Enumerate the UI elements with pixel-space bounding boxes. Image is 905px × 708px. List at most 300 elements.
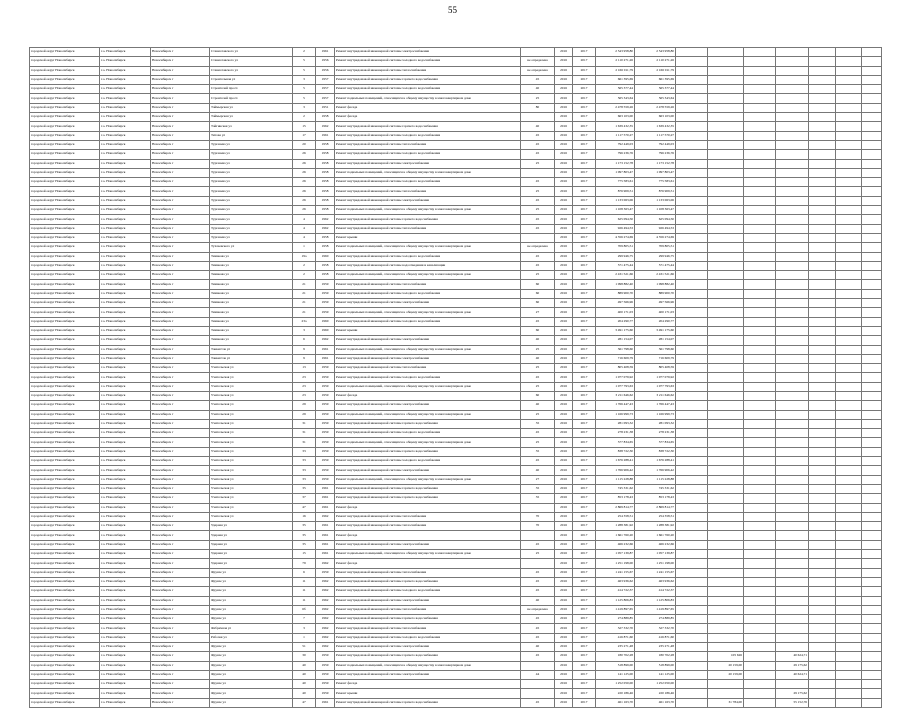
cell-extra-a: [809, 289, 836, 298]
cell-extra-b: [836, 447, 862, 456]
cell-street: Танкистов ул: [210, 354, 293, 363]
cell-municipality: городской округ Новосибирск: [30, 633, 100, 642]
cell-work-type: Ремонт внутридомовой инженерной системы теплоснабжения: [335, 364, 521, 373]
cell-build-year: 1960: [316, 326, 335, 335]
table-row: [30, 233, 882, 242]
cell-fund-regional: [708, 299, 744, 308]
cell-fund-regional: [708, 624, 744, 633]
table-row: [30, 336, 882, 345]
cell-fund-regional: [708, 113, 744, 122]
cell-locality: Новосибирск г: [151, 605, 210, 614]
cell-extra-b: [836, 206, 862, 215]
cell-plan-end: 2017: [573, 577, 596, 586]
cell-service-life: 45: [521, 75, 555, 84]
cell-fund-local: [744, 140, 776, 149]
cell-build-year: 1959: [316, 373, 335, 382]
table-row: [30, 475, 882, 484]
cell-fund-local: [744, 410, 776, 419]
cell-fund-local: [744, 475, 776, 484]
cell-service-life: 45: [521, 633, 555, 642]
cell-locality: Новосибирск г: [151, 122, 210, 131]
cell-total-cost: 1 251 198,00: [596, 559, 635, 568]
cell-work-type: Ремонт крыши: [335, 233, 521, 242]
cell-total-cost: 876 909,51: [596, 187, 635, 196]
cell-municipality: городской округ Новосибирск: [30, 568, 100, 577]
cell-work-type: Ремонт внутридомовой инженерной системы горячего водоснабжения: [335, 122, 521, 131]
cell-fund-local: [744, 689, 776, 698]
cell-work-type: Ремонт фасада: [335, 531, 521, 540]
cell-work-type: Ремонт внутридомовой инженерной системы холодного водоснабжения: [335, 150, 521, 159]
cell-cost-part: 2 166 011,79: [635, 66, 676, 75]
cell-municipality: городской округ Новосибирск: [30, 615, 100, 624]
cell-municipality: городской округ Новосибирск: [30, 540, 100, 549]
cell-total-cost: 463 936,62: [596, 577, 635, 586]
cell-plan-start: 2016: [555, 698, 573, 707]
cell-locality: Новосибирск г: [151, 280, 210, 289]
cell-fund-local: [744, 122, 776, 131]
cell-build-year: 1958: [316, 159, 335, 168]
cell-locality: Новосибирск г: [151, 401, 210, 410]
cell-work-type: Ремонт внутридомовой инженерной системы теплоснабжения: [335, 224, 521, 233]
cell-fund-regional: [708, 289, 744, 298]
cell-plan-end: 2017: [573, 168, 596, 177]
cell-plan-end: 2017: [573, 187, 596, 196]
cell-work-type: Ремонт внутридомовой инженерной системы холодного водоснабжения: [335, 85, 521, 94]
cell-extra-c: [862, 261, 882, 270]
cell-work-type: Ремонт внутридомовой инженерной системы холодного водоснабжения: [335, 457, 521, 466]
cell-fund-owners: [776, 196, 809, 205]
cell-district: г.о. Новосибирск: [100, 391, 151, 400]
cell-plan-end: 2017: [573, 410, 596, 419]
cell-extra-c: [862, 633, 882, 642]
cell-municipality: городской округ Новосибирск: [30, 196, 100, 205]
cell-locality: Новосибирск г: [151, 373, 210, 382]
cell-extra-c: [862, 66, 882, 75]
cell-district: г.о. Новосибирск: [100, 503, 151, 512]
cell-fund-federal: [676, 698, 708, 707]
cell-extra-c: [862, 233, 882, 242]
cell-locality: Новосибирск г: [151, 224, 210, 233]
cell-extra-b: [836, 196, 862, 205]
cell-work-type: Ремонт крыши: [335, 326, 521, 335]
cell-work-type: Ремонт подвальных помещений, относящихся к общему имуществу в многоквартирном доме: [335, 661, 521, 670]
cell-fund-federal: [676, 317, 708, 326]
cell-locality: Новосибирск г: [151, 252, 210, 261]
table-row: [30, 447, 882, 456]
cell-fund-federal: [676, 243, 708, 252]
cell-street: Ударная ул: [210, 522, 293, 531]
cell-house-number: 4: [293, 215, 316, 224]
cell-service-life: [521, 168, 555, 177]
cell-extra-c: [862, 689, 882, 698]
cell-municipality: городской округ Новосибирск: [30, 494, 100, 503]
cell-house-number: 6: [293, 568, 316, 577]
cell-total-cost: 1 676 288,41: [596, 457, 635, 466]
cell-extra-c: [862, 466, 882, 475]
cell-extra-a: [809, 512, 836, 521]
cell-service-life: 25: [521, 364, 555, 373]
cell-fund-regional: [708, 326, 744, 335]
table-row: [30, 354, 882, 363]
cell-fund-local: [744, 531, 776, 540]
cell-locality: Новосибирск г: [151, 540, 210, 549]
cell-extra-c: [862, 326, 882, 335]
cell-fund-federal: [676, 531, 708, 540]
cell-fund-local: [744, 522, 776, 531]
cell-cost-part: 1 077 793,63: [635, 382, 676, 391]
cell-total-cost: 926 494,53: [596, 224, 635, 233]
cell-fund-regional: [708, 345, 744, 354]
cell-district: г.о. Новосибирск: [100, 354, 151, 363]
cell-municipality: городской округ Новосибирск: [30, 680, 100, 689]
cell-fund-federal: [676, 438, 708, 447]
cell-build-year: 1961: [316, 494, 335, 503]
cell-district: г.о. Новосибирск: [100, 633, 151, 642]
cell-plan-end: 2017: [573, 457, 596, 466]
cell-locality: Новосибирск г: [151, 243, 210, 252]
cell-plan-end: 2017: [573, 224, 596, 233]
cell-service-life: 45: [521, 373, 555, 382]
cell-build-year: 1962: [316, 122, 335, 131]
table-row: [30, 410, 882, 419]
cell-extra-a: [809, 429, 836, 438]
cell-extra-c: [862, 354, 882, 363]
cell-fund-local: [744, 457, 776, 466]
cell-plan-end: 2017: [573, 670, 596, 679]
cell-fund-federal: [676, 336, 708, 345]
cell-plan-end: 2017: [573, 680, 596, 689]
cell-extra-c: [862, 187, 882, 196]
cell-extra-c: [862, 624, 882, 633]
cell-fund-regional: [708, 75, 744, 84]
cell-fund-local: [744, 326, 776, 335]
cell-service-life: 40: [521, 122, 555, 131]
cell-service-life: 25: [521, 94, 555, 103]
cell-service-life: не определена: [521, 605, 555, 614]
cell-fund-regional: [708, 159, 744, 168]
cell-plan-start: 2016: [555, 103, 573, 112]
cell-fund-regional: [708, 466, 744, 475]
cell-house-number: 23а: [293, 317, 316, 326]
cell-build-year: 1958: [316, 206, 335, 215]
cell-extra-a: [809, 391, 836, 400]
cell-extra-a: [809, 94, 836, 103]
cell-district: г.о. Новосибирск: [100, 75, 151, 84]
cell-street: Фрунзе ул: [210, 698, 293, 707]
cell-service-life: [521, 48, 555, 57]
cell-locality: Новосибирск г: [151, 187, 210, 196]
cell-fund-regional: 20 159,00: [708, 661, 744, 670]
cell-fund-owners: [776, 512, 809, 521]
cell-house-number: 21: [293, 289, 316, 298]
cell-extra-a: [809, 336, 836, 345]
cell-street: Тимакова ул: [210, 326, 293, 335]
cell-fund-federal: [676, 652, 708, 661]
cell-plan-end: 2017: [573, 391, 596, 400]
cell-cost-part: 281 154,07: [635, 336, 676, 345]
cell-fund-owners: [776, 187, 809, 196]
cell-municipality: городской округ Новосибирск: [30, 447, 100, 456]
cell-plan-end: 2017: [573, 271, 596, 280]
cell-district: г.о. Новосибирск: [100, 299, 151, 308]
cell-fund-federal: [676, 187, 708, 196]
cell-street: Учительская ул: [210, 494, 293, 503]
cell-house-number: 23: [293, 373, 316, 382]
cell-service-life: 45: [521, 252, 555, 261]
cell-extra-a: [809, 85, 836, 94]
cell-district: г.о. Новосибирск: [100, 410, 151, 419]
cell-total-cost: 565 377,44: [596, 85, 635, 94]
cell-locality: Новосибирск г: [151, 131, 210, 140]
cell-locality: Новосибирск г: [151, 75, 210, 84]
cell-extra-a: [809, 140, 836, 149]
cell-plan-start: 2016: [555, 577, 573, 586]
cell-locality: Новосибирск г: [151, 271, 210, 280]
cell-service-life: 45: [521, 317, 555, 326]
cell-locality: Новосибирск г: [151, 178, 210, 187]
cell-municipality: городской округ Новосибирск: [30, 438, 100, 447]
table-row: [30, 271, 882, 280]
cell-plan-end: 2017: [573, 689, 596, 698]
cell-cost-part: 625 094,50: [635, 215, 676, 224]
cell-house-number: 15: [293, 122, 316, 131]
cell-total-cost: 2 166 011,79: [596, 66, 635, 75]
cell-extra-c: [862, 401, 882, 410]
cell-extra-a: [809, 466, 836, 475]
cell-house-number: 26: [293, 150, 316, 159]
cell-service-life: 45: [521, 587, 555, 596]
cell-extra-b: [836, 596, 862, 605]
cell-extra-a: [809, 661, 836, 670]
cell-street: Фрунзе ул: [210, 643, 293, 652]
cell-house-number: 21: [293, 299, 316, 308]
cell-street: Строителей просп: [210, 94, 293, 103]
cell-fund-regional: [708, 633, 744, 642]
cell-extra-c: [862, 122, 882, 131]
cell-work-type: Ремонт внутридомовой инженерной системы электроснабжения: [335, 670, 521, 679]
cell-cost-part: 716 609,79: [635, 354, 676, 363]
cell-street: Тургенева ул: [210, 178, 293, 187]
cell-plan-end: 2017: [573, 373, 596, 382]
cell-cost-part: 1 098 882,40: [635, 280, 676, 289]
cell-plan-end: 2017: [573, 178, 596, 187]
cell-fund-regional: [708, 364, 744, 373]
cell-cost-part: 180 702,28: [635, 652, 676, 661]
cell-cost-part: 235 271,48: [635, 643, 676, 652]
cell-build-year: 1959: [316, 391, 335, 400]
cell-street: Учительская ул: [210, 364, 293, 373]
cell-house-number: 2: [293, 48, 316, 57]
cell-extra-c: [862, 131, 882, 140]
cell-house-number: 47: [293, 698, 316, 707]
cell-street: Фабричная ул: [210, 624, 293, 633]
cell-extra-c: [862, 531, 882, 540]
cell-municipality: городской округ Новосибирск: [30, 354, 100, 363]
cell-build-year: 1959: [316, 661, 335, 670]
cell-service-life: 45: [521, 140, 555, 149]
cell-work-type: Ремонт внутридомовой инженерной системы горячего водоснабжения: [335, 494, 521, 503]
cell-extra-c: [862, 410, 882, 419]
cell-street: Учительская ул: [210, 484, 293, 493]
cell-work-type: Ремонт внутридомовой инженерной системы горячего водоснабжения: [335, 447, 521, 456]
cell-total-cost: 2 869 814,77: [596, 503, 635, 512]
cell-plan-end: 2017: [573, 605, 596, 614]
cell-service-life: 45: [521, 624, 555, 633]
cell-plan-end: 2017: [573, 289, 596, 298]
cell-municipality: городской округ Новосибирск: [30, 643, 100, 652]
cell-district: г.о. Новосибирск: [100, 419, 151, 428]
table-row: [30, 289, 882, 298]
cell-extra-c: [862, 615, 882, 624]
cell-extra-b: [836, 661, 862, 670]
cell-fund-local: [744, 447, 776, 456]
cell-house-number: 35: [293, 531, 316, 540]
table-row: [30, 429, 882, 438]
cell-district: г.о. Новосибирск: [100, 336, 151, 345]
cell-house-number: 6б: [293, 605, 316, 614]
cell-locality: Новосибирск г: [151, 512, 210, 521]
table-row: [30, 57, 882, 66]
cell-build-year: 1962: [316, 587, 335, 596]
cell-service-life: [521, 233, 555, 242]
cell-fund-local: [744, 503, 776, 512]
cell-fund-federal: [676, 354, 708, 363]
cell-fund-federal: [676, 299, 708, 308]
cell-build-year: 1959: [316, 447, 335, 456]
cell-municipality: городской округ Новосибирск: [30, 652, 100, 661]
table-row: [30, 326, 882, 335]
cell-district: г.о. Новосибирск: [100, 587, 151, 596]
cell-work-type: Ремонт подвальных помещений, относящихся к общему имуществу в многоквартирном доме: [335, 271, 521, 280]
cell-build-year: 1962: [316, 605, 335, 614]
cell-service-life: 25: [521, 438, 555, 447]
cell-work-type: Ремонт внутридомовой инженерной системы холодного водоснабжения: [335, 587, 521, 596]
cell-extra-c: [862, 94, 882, 103]
cell-fund-local: [744, 540, 776, 549]
cell-work-type: Ремонт внутридомовой инженерной системы холодного водоснабжения: [335, 429, 521, 438]
cell-locality: Новосибирск г: [151, 494, 210, 503]
cell-fund-federal: [676, 643, 708, 652]
cell-district: г.о. Новосибирск: [100, 233, 151, 242]
cell-plan-end: 2017: [573, 447, 596, 456]
cell-cost-part: 1 676 288,41: [635, 457, 676, 466]
cell-municipality: городской округ Новосибирск: [30, 280, 100, 289]
cell-fund-federal: [676, 206, 708, 215]
cell-fund-federal: [676, 391, 708, 400]
table-row: [30, 540, 882, 549]
cell-district: г.о. Новосибирск: [100, 652, 151, 661]
cell-district: г.о. Новосибирск: [100, 178, 151, 187]
cell-work-type: Ремонт внутридомовой инженерной системы холодного водоснабжения: [335, 633, 521, 642]
table-row: [30, 178, 882, 187]
cell-street: Учительская ул: [210, 438, 293, 447]
cell-fund-owners: [776, 299, 809, 308]
cell-fund-local: [744, 299, 776, 308]
table-row: [30, 131, 882, 140]
cell-work-type: Ремонт внутридомовой инженерной системы теплоснабжения: [335, 522, 521, 531]
cell-fund-regional: [708, 550, 744, 559]
cell-cost-part: 853 178,43: [635, 494, 676, 503]
cell-fund-owners: [776, 271, 809, 280]
cell-street: Таймырская ул: [210, 113, 293, 122]
cell-total-cost: 220 186,46: [596, 689, 635, 698]
cell-extra-a: [809, 66, 836, 75]
cell-extra-a: [809, 624, 836, 633]
cell-municipality: городской округ Новосибирск: [30, 466, 100, 475]
cell-plan-end: 2017: [573, 633, 596, 642]
cell-locality: Новосибирск г: [151, 94, 210, 103]
cell-street: Ударная ул: [210, 531, 293, 540]
cell-extra-b: [836, 317, 862, 326]
cell-fund-owners: [776, 75, 809, 84]
cell-fund-federal: [676, 224, 708, 233]
cell-cost-part: 274 889,85: [635, 615, 676, 624]
cell-cost-part: 518 899,00: [635, 661, 676, 670]
cell-total-cost: 1 077 793,63: [596, 382, 635, 391]
cell-work-type: Ремонт внутридомовой инженерной системы холодного водоснабжения: [335, 289, 521, 298]
cell-locality: Новосибирск г: [151, 113, 210, 122]
cell-house-number: 3: [293, 624, 316, 633]
cell-fund-local: [744, 643, 776, 652]
cell-house-number: 7: [293, 615, 316, 624]
cell-work-type: Ремонт внутридомовой инженерной системы холодного водоснабжения: [335, 131, 521, 140]
cell-work-type: Ремонт фасада: [335, 503, 521, 512]
cell-fund-owners: [776, 605, 809, 614]
cell-work-type: Ремонт внутридомовой инженерной системы холодного водоснабжения: [335, 252, 521, 261]
cell-extra-b: [836, 484, 862, 493]
cell-district: г.о. Новосибирск: [100, 113, 151, 122]
table-row: [30, 159, 882, 168]
cell-extra-c: [862, 280, 882, 289]
cell-fund-owners: [776, 308, 809, 317]
cell-fund-owners: [776, 615, 809, 624]
cell-extra-a: [809, 243, 836, 252]
cell-plan-start: 2016: [555, 168, 573, 177]
cell-fund-owners: 55 152,76: [776, 698, 809, 707]
table-row: [30, 698, 882, 707]
cell-build-year: 1959: [316, 382, 335, 391]
cell-house-number: 11: [293, 577, 316, 586]
cell-municipality: городской округ Новосибирск: [30, 605, 100, 614]
cell-fund-regional: [708, 391, 744, 400]
cell-extra-c: [862, 391, 882, 400]
cell-plan-start: 2016: [555, 326, 573, 335]
cell-locality: Новосибирск г: [151, 410, 210, 419]
cell-extra-c: [862, 271, 882, 280]
table-row: [30, 438, 882, 447]
cell-cost-part: 565 377,44: [635, 85, 676, 94]
cell-locality: Новосибирск г: [151, 652, 210, 661]
cell-extra-a: [809, 401, 836, 410]
cell-fund-regional: [708, 689, 744, 698]
cell-fund-owners: [776, 354, 809, 363]
cell-street: Тимакова ул: [210, 289, 293, 298]
cell-plan-start: 2016: [555, 206, 573, 215]
cell-cost-part: 254 358,51: [635, 512, 676, 521]
cell-extra-b: [836, 457, 862, 466]
cell-house-number: 40: [293, 689, 316, 698]
cell-locality: Новосибирск г: [151, 382, 210, 391]
cell-extra-a: [809, 168, 836, 177]
cell-fund-federal: [676, 494, 708, 503]
cell-extra-b: [836, 271, 862, 280]
cell-plan-start: 2016: [555, 401, 573, 410]
table-row: [30, 680, 882, 689]
cell-municipality: городской округ Новосибирск: [30, 150, 100, 159]
cell-street: Строительная ул: [210, 75, 293, 84]
cell-district: г.о. Новосибирск: [100, 364, 151, 373]
cell-extra-c: [862, 670, 882, 679]
